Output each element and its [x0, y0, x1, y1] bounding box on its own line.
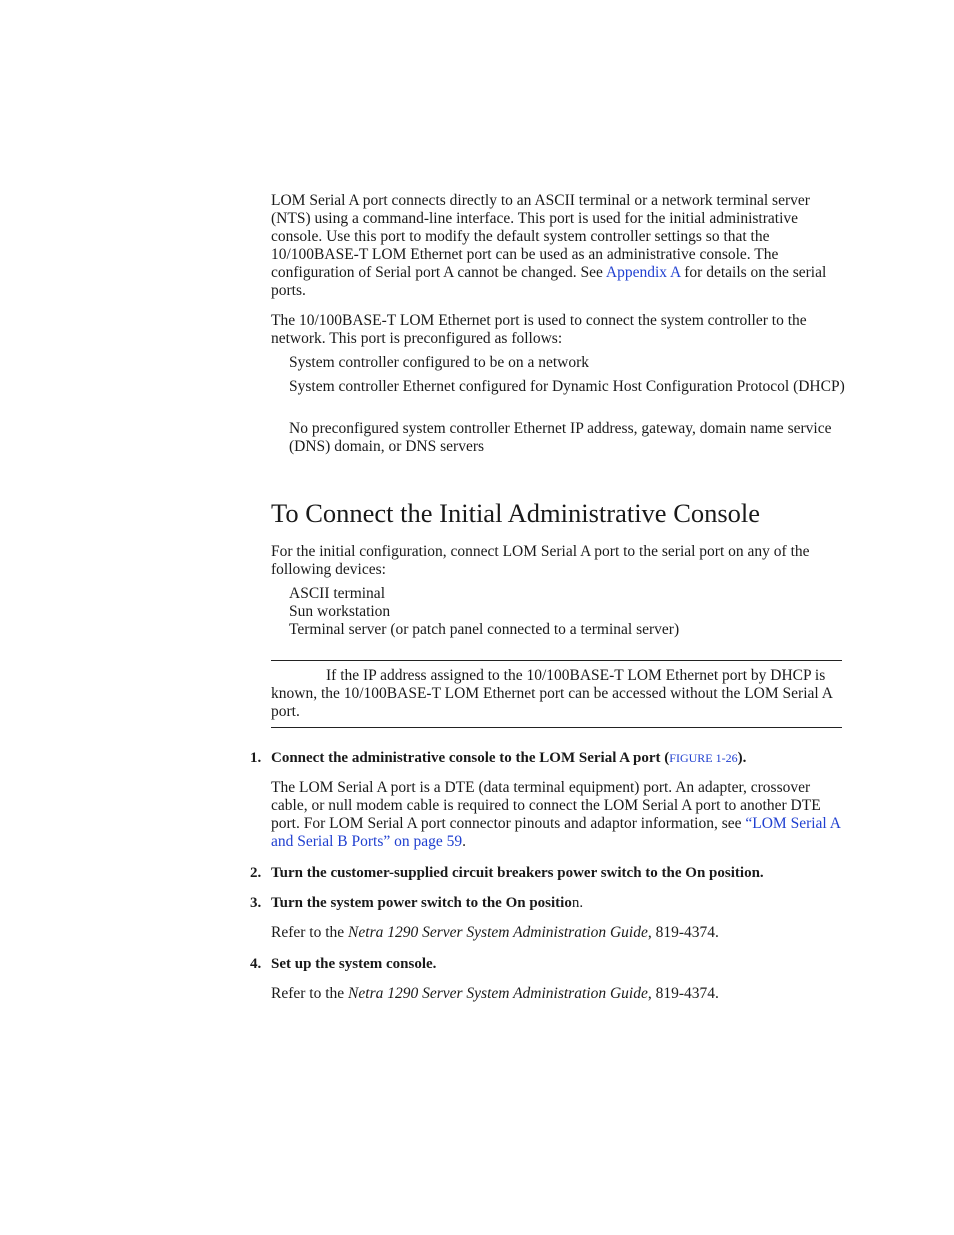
detail-text-end: , 819-4374.: [647, 985, 719, 1002]
note-bottom-rule: [271, 727, 842, 728]
ethernet-paragraph: The 10/100BASE-T LOM Ethernet port is used to connect the system controller to the network. This port is preconfigured as follows:: [271, 312, 807, 347]
detail-text: The LOM Serial A port is a DTE (data terminal equipment) port. An adapter, crossover cable, or null modem cable is required to connect the LOM Serial A port to another DTE port. For LOM Serial A port connector pinouts and adaptor information, see: [271, 779, 821, 832]
appendix-a-link[interactable]: Appendix A: [605, 264, 681, 281]
step-4: [250, 955, 850, 973]
detail-text-end: , 819-4374.: [647, 924, 719, 941]
detail-text: Refer to the: [271, 924, 349, 941]
step-text-end: ).: [737, 750, 747, 766]
step-text: Turn the customer-supplied circuit breakers power switch to the On position.: [271, 865, 764, 881]
note-top-rule: [271, 660, 842, 661]
preconfig-item: System controller configured to be on a network: [289, 354, 590, 371]
device-item: ASCII terminal: [289, 585, 385, 602]
step-2: [250, 864, 850, 882]
note-text: [271, 667, 843, 721]
step-number: 4.: [250, 956, 262, 972]
step-1-detail: [271, 779, 843, 851]
intro-text: LOM Serial A port connects directly to an ASCII terminal or a network terminal server (NTS) using a command-line interface. This port is used for the initial administrative console. Use this port to modify the default system controller settings so that the 10/100BASE-T LOM Ethernet port can be used as an administrative console. The configuration of Serial port A cannot be changed. See: [271, 192, 810, 281]
step-text: Connect the administrative console to the LOM Serial A port (: [271, 750, 670, 766]
guide-title: Netra 1290 Server System Administration Guide: [348, 924, 648, 941]
note-body: If the IP address assigned to the 10/100BASE-T LOM Ethernet port by DHCP is known, the 10/100BASE-T LOM Ethernet port can be accessed without the LOM Serial A port.: [271, 667, 833, 720]
serial-ports-link[interactable]: “LOM Serial A and Serial B Ports” on page 59: [271, 815, 841, 850]
step-text: Set up the system console.: [271, 956, 437, 972]
step-4-detail: [271, 985, 843, 1003]
step-text-tail: n.: [571, 895, 584, 911]
step-number: 1.: [250, 750, 262, 766]
detail-text-end: .: [462, 833, 467, 850]
step-number: 3.: [250, 895, 262, 911]
device-item: Sun workstation: [289, 603, 391, 620]
step-3-detail: [271, 924, 843, 942]
figure-link[interactable]: FIGURE 1-26: [669, 751, 738, 765]
guide-title: Netra 1290 Server System Administration Guide: [348, 985, 648, 1002]
intro-text-end: for details on the serial ports.: [271, 264, 827, 299]
preconfig-item: No preconfigured system controller Ethernet IP address, gateway, domain name service (DNS) domain, or DNS servers: [289, 420, 832, 455]
section-intro: For the initial configuration, connect LOM Serial A port to the serial port on any of the following devices:: [271, 543, 810, 578]
intro-paragraph: [271, 192, 843, 300]
step-1: [250, 749, 850, 767]
step-text: Turn the system power switch to the On positio: [271, 895, 572, 911]
section-title: To Connect the Initial Administrative Console: [271, 498, 761, 528]
device-item: Terminal server (or patch panel connected to a terminal server): [289, 621, 680, 638]
detail-text: Refer to the: [271, 985, 349, 1002]
preconfig-item: System controller Ethernet configured for Dynamic Host Configuration Protocol (DHCP): [289, 378, 845, 395]
step-3: [250, 894, 850, 912]
step-number: 2.: [250, 865, 262, 881]
